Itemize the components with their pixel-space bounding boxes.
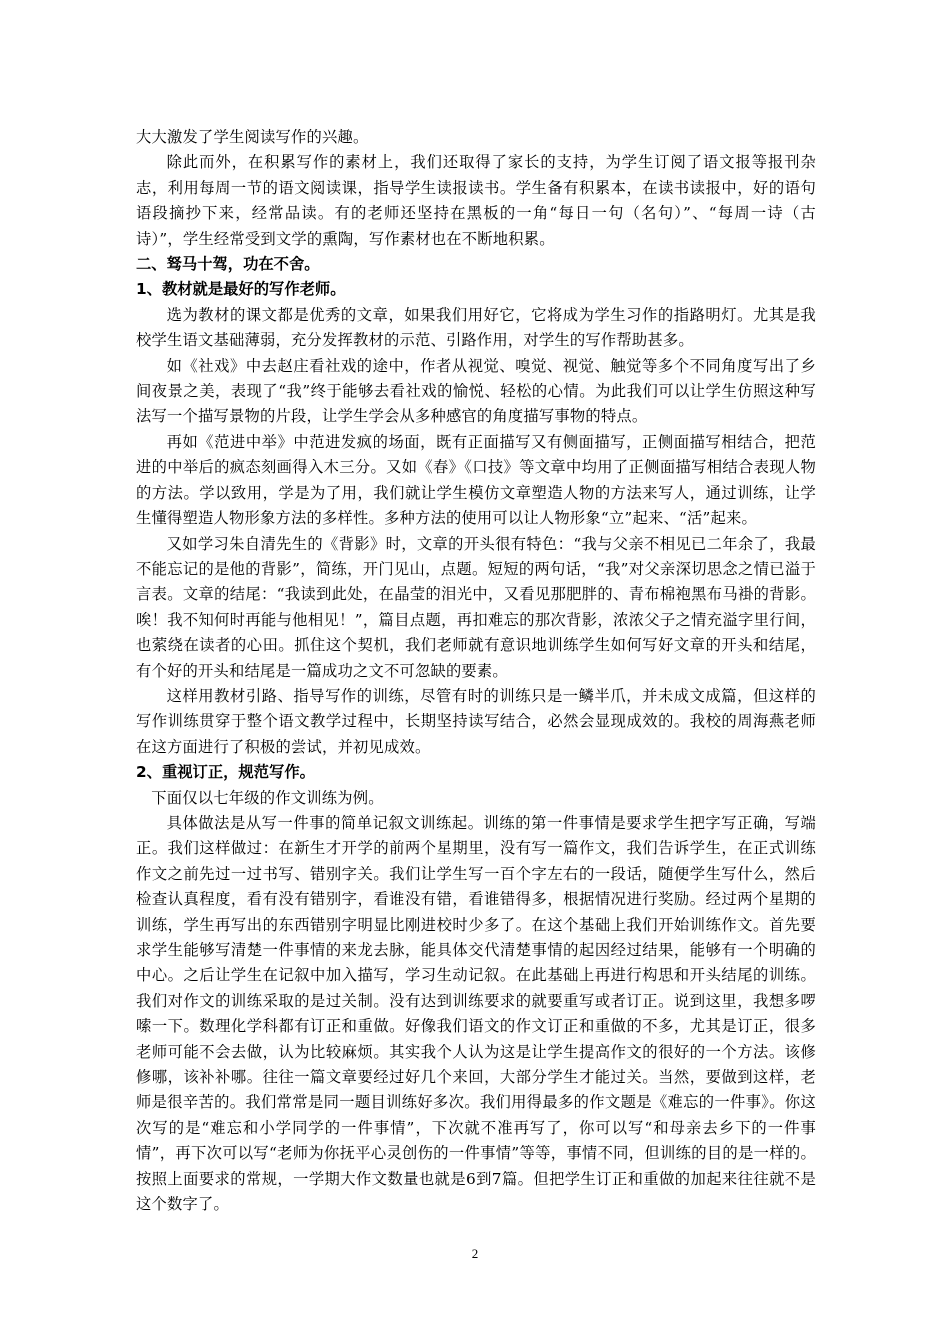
paragraph: 再如《范进中举》中范进发疯的场面，既有正面描写又有侧面描写，正侧面描写相结合，把范进的中举后的疯态刻画得入木三分。又如《春》《口技》等文章中均用了正侧面描写相结合表现人物的方法。学以致用，学是为了用，我们就让学生模仿文章塑造人物的方法来写人，通过训练，让学生懂得塑造人物形象方法的多样性。多种方法的使用可以让人物形象“立”起来、“活”起来。 — [136, 432, 816, 528]
page-number: 2 — [471, 1246, 479, 1261]
subsection-heading: 2、重视订正，规范写作。 — [136, 763, 315, 782]
paragraph: 选为教材的课文都是优秀的文章，如果我们用好它，它将成为学生习作的指路明灯。尤其是我校学生语文基础薄弱，充分发挥教材的示范、引路作用，对学生的写作帮助甚多。 — [136, 305, 816, 350]
paragraph: 又如学习朱自清先生的《背影》时，文章的开头很有特色：“我与父亲不相见已二年余了，我最不能忘记的是他的背影”，简练，开门见山，点题。短短的两句话，“我”对父亲深切思念之情已溢于言表。文章的结尾：“我读到此处，在晶莹的泪光中，又看见那肥胖的、青布棉袍黑布马褂的背影。唉！我不知何时再能与他相见！”，篇目点题，再扣难忘的那次背影，浓浓父子之情充溢字里行间，也萦绕在读者的心田。抓住这个契机，我们老师就有意识地训练学生如何写好文章的开头和结尾，有个好的开头和结尾是一篇成功之文不可忽缺的要素。 — [136, 534, 816, 680]
paragraph: 这样用教材引路、指导写作的训练，尽管有时的训练只是一鳞半爪，并未成文成篇，但这样的写作训练贯穿于整个语文教学过程中，长期坚持读写结合，必然会显现成效的。我校的周海燕老师在这方面进行了积极的尝试，并初见成效。 — [136, 686, 816, 756]
paragraph: 如《社戏》中去赵庄看社戏的途中，作者从视觉、嗅觉、视觉、触觉等多个不同角度写出了乡间夜景之美，表现了“我”终于能够去看社戏的愉悦、轻松的心情。为此我们可以让学生仿照这种写法写一个描写景物的片段，让学生学会从多种感官的角度描写事物的特点。 — [136, 356, 816, 426]
paragraph: 下面仅以七年级的作文训练为例。 — [151, 788, 384, 807]
document-body — [136, 125, 816, 1217]
subsection-heading: 1、教材就是最好的写作老师。 — [136, 280, 346, 299]
paragraph: 大大激发了学生阅读写作的兴趣。 — [136, 128, 369, 146]
paragraph: 除此而外，在积累写作的素材上，我们还取得了家长的支持，为学生订阅了语文报等报刊杂志，利用每周一节的语文阅读课，指导学生读报读书。学生备有积累本，在读书读报中，好的语句语段摘抄下来，经常品读。有的老师还坚持在黑板的一角“每日一句（名句）”、“每周一诗（古诗）”，学生经常受到文学的熏陶，写作素材也在不断地积累。 — [136, 153, 816, 248]
paragraph: 具体做法是从写一件事的简单记叙文训练起。训练的第一件事情是要求学生把字写正确，写端正。我们这样做过：在新生才开学的前两个星期里，没有写一篇作文，我们告诉学生，在正式训练作文之前先过一过书写、错别字关。我们让学生写一百个字左右的一段话，随便学生写什么，然后检查认真程度，看有没有错别字，看谁没有错，看谁错得多，根据情况进行奖励。经过两个星期的训练，学生再写出的东西错别字明显比刚进校时少多了。在这个基础上我们开始训练作文。首先要求学生能够写清楚一件事情的来龙去脉，能具体交代清楚事情的起因经过结果，能够有一个明确的中心。之后让学生在记叙中加入描写，学习生动记叙。在此基础上再进行构思和开头结尾的训练。我们对作文的训练采取的是过关制。没有达到训练要求的就要重写或者订正。说到这里，我想多啰嗦一下。数理化学科都有订正和重做。好像我们语文的作文订正和重做的不多，尤其是订正，很多老师可能不会去做，认为比较麻烦。其实我个人认为这是让学生提高作文的很好的一个方法。该修修哪，该补补哪。往往一篇文章要经过好几个来回，大部分学生才能过关。当然，要做到这样，老师是很辛苦的。我们常常是同一题目训练好多次。我们用得最多的作文题是《难忘的一件事》。你这次写的是“难忘和小学同学的一件事情”，下次就不准再写了，你可以写“和母亲去乡下的一件事情”，再下次可以写“老师为你抚平心灵创伤的一件事情”等等，事情不同，但训练的目的是一样的。按照上面要求的常规，一学期大作文数量也就是6到7篇。但把学生订正和重做的加起来往往就不是这个数字了。 — [136, 813, 816, 1214]
section-heading: 二、驽马十驾，功在不舍。 — [136, 255, 320, 274]
